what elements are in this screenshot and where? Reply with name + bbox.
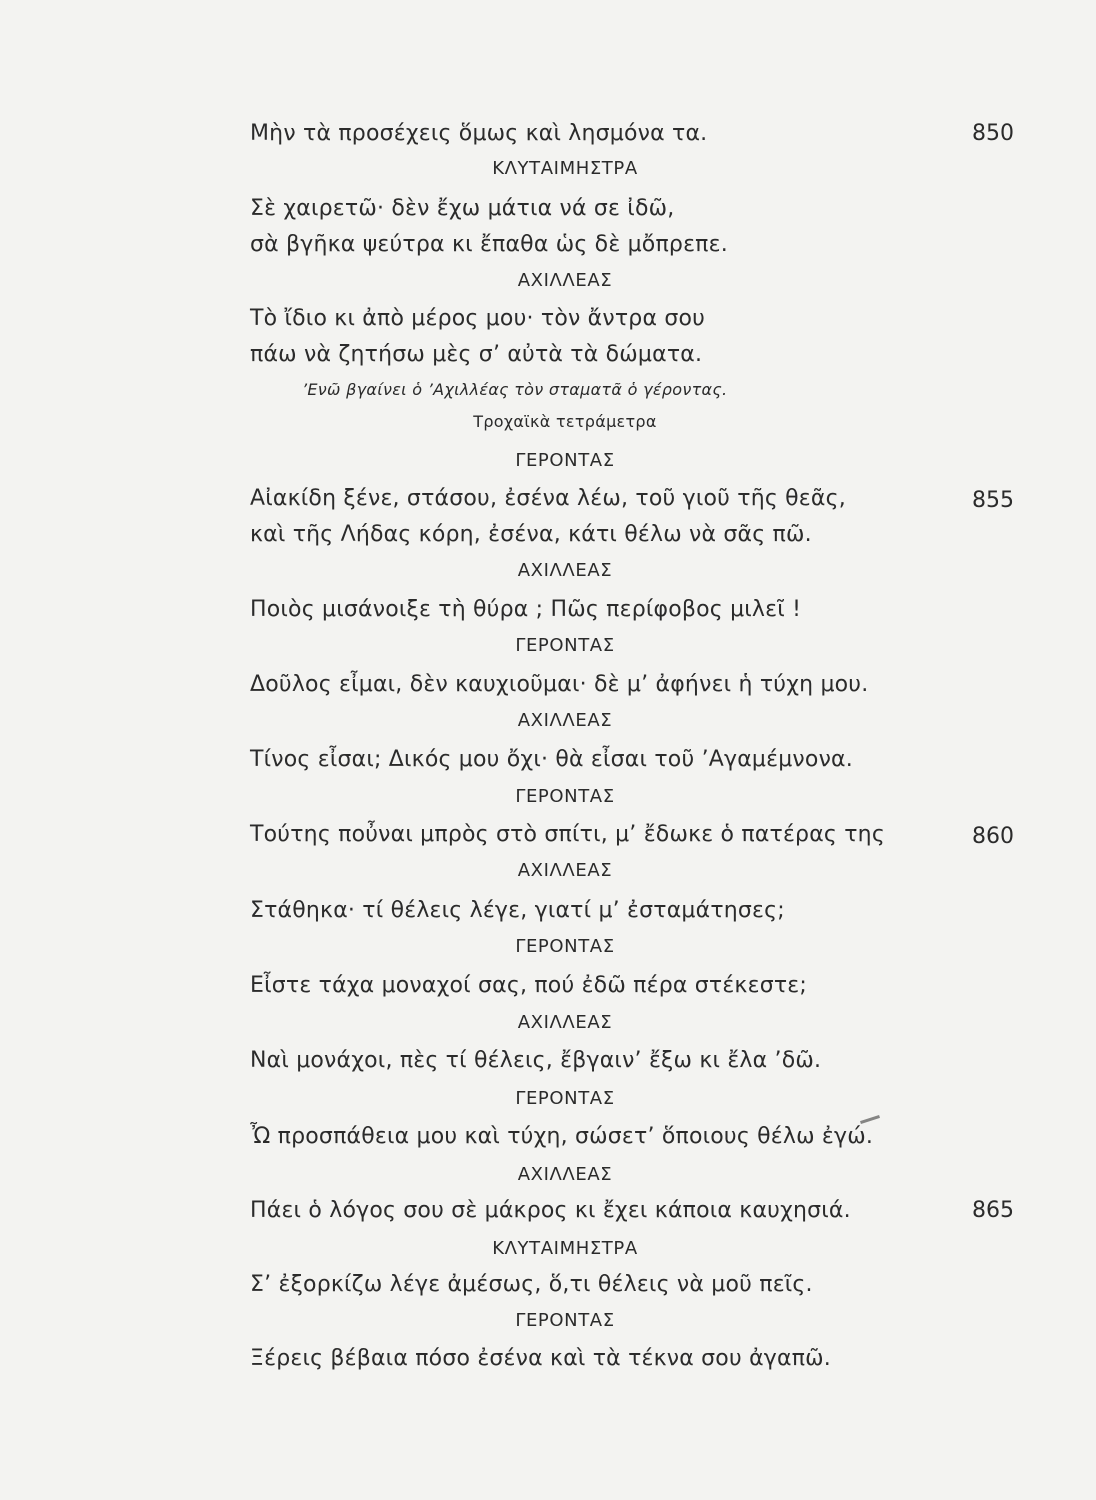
speaker-name: ΓΕΡΟΝΤΑΣ [515,936,615,957]
speaker-name: ΑΧΙΛΛΕΑΣ [517,860,613,881]
line-number: 860 [972,824,1014,849]
speaker-name: ΚΛΥΤΑΙΜΗΣΤΡΑ [492,158,638,179]
line-number: 855 [972,488,1014,513]
meter-heading: Τροχαϊκὰ τετράμετρα [473,412,657,431]
stage-direction: ’Ενῶ βγαίνει ὁ ’Αχιλλέας τὸν σταματᾶ ὁ γέροντας. [302,380,728,399]
verse-line: Τὸ ἴδιο κι ἀπὸ μέρος μου· τὸν ἄντρα σου [250,306,706,331]
verse-line: καὶ τῆς Λήδας κόρη, ἐσένα, κάτι θέλω νὰ σᾶς πῶ. [250,522,812,547]
verse-line: Ξέρεις βέβαια πόσο ἐσένα καὶ τὰ τέκνα σου ἀγαπῶ. [250,1346,831,1371]
verse-line: Ποιὸς μισάνοιξε τὴ θύρα ; Πῶς περίφοβος μιλεῖ ! [250,597,802,622]
verse-line: Εἶστε τάχα μοναχοί σας, πού ἐδῶ πέρα στέκεστε; [250,973,807,998]
verse-line: Στάθηκα· τί θέλεις λέγε, γιατί μ’ ἐσταμάτησες; [250,898,785,923]
verse-line: Ὦ προσπάθεια μου καὶ τύχη, σώσετ’ ὅποιους θέλω ἐγώ. [250,1124,874,1149]
verse-line: Ναὶ μονάχοι, πὲς τί θέλεις, ἔβγαιν’ ἔξω κι ἔλα ’δῶ. [250,1048,822,1073]
speaker-name: ΑΧΙΛΛΕΑΣ [517,1012,613,1033]
speaker-name: ΚΛΥΤΑΙΜΗΣΤΡΑ [492,1238,638,1259]
verse-line: πάω νὰ ζητήσω μὲς σ’ αὐτὰ τὰ δώματα. [250,342,703,367]
verse-line: Σὲ χαιρετῶ· δὲν ἔχω μάτια νά σε ἰδῶ, [250,196,675,221]
speaker-name: ΓΕΡΟΝΤΑΣ [515,1310,615,1331]
speaker-name: ΑΧΙΛΛΕΑΣ [517,1164,613,1185]
verse-line: σὰ βγῆκα ψεύτρα κι ἔπαθα ὡς δὲ μὄπρεπε. [250,232,728,257]
verse-line: Αἰακίδη ξένε, στάσου, ἐσένα λέω, τοῦ γιοῦ τῆς θεᾶς, [250,486,846,511]
verse-line: Δοῦλος εἶμαι, δὲν καυχιοῦμαι· δὲ μ’ ἀφήνει ἡ τύχη μου. [250,672,869,697]
speaker-name: ΑΧΙΛΛΕΑΣ [517,710,613,731]
speaker-name: ΓΕΡΟΝΤΑΣ [515,450,615,471]
speaker-name: ΑΧΙΛΛΕΑΣ [517,270,613,291]
speaker-name: ΓΕΡΟΝΤΑΣ [515,786,615,807]
line-number: 865 [972,1198,1014,1223]
speaker-name: ΑΧΙΛΛΕΑΣ [517,560,613,581]
verse-line: Τούτης ποὖναι μπρὸς στὸ σπίτι, μ’ ἔδωκε ὁ πατέρας της [250,822,885,847]
verse-line: Μὴν τὰ προσέχεις ὅμως καὶ λησμόνα τα. [250,121,708,146]
ink-mark [860,1115,880,1124]
line-number: 850 [972,121,1014,146]
speaker-name: ΓΕΡΟΝΤΑΣ [515,635,615,656]
speaker-name: ΓΕΡΟΝΤΑΣ [515,1088,615,1109]
verse-line: Πάει ὁ λόγος σου σὲ μάκρος κι ἔχει κάποια καυχησιά. [250,1198,851,1223]
verse-line: Σ’ ἐξορκίζω λέγε ἀμέσως, ὅ,τι θέλεις νὰ μοῦ πεῖς. [250,1272,813,1297]
verse-line: Τίνος εἶσαι; Δικός μου ὄχι· θὰ εἶσαι τοῦ ’Αγαμέμνονα. [250,747,853,772]
